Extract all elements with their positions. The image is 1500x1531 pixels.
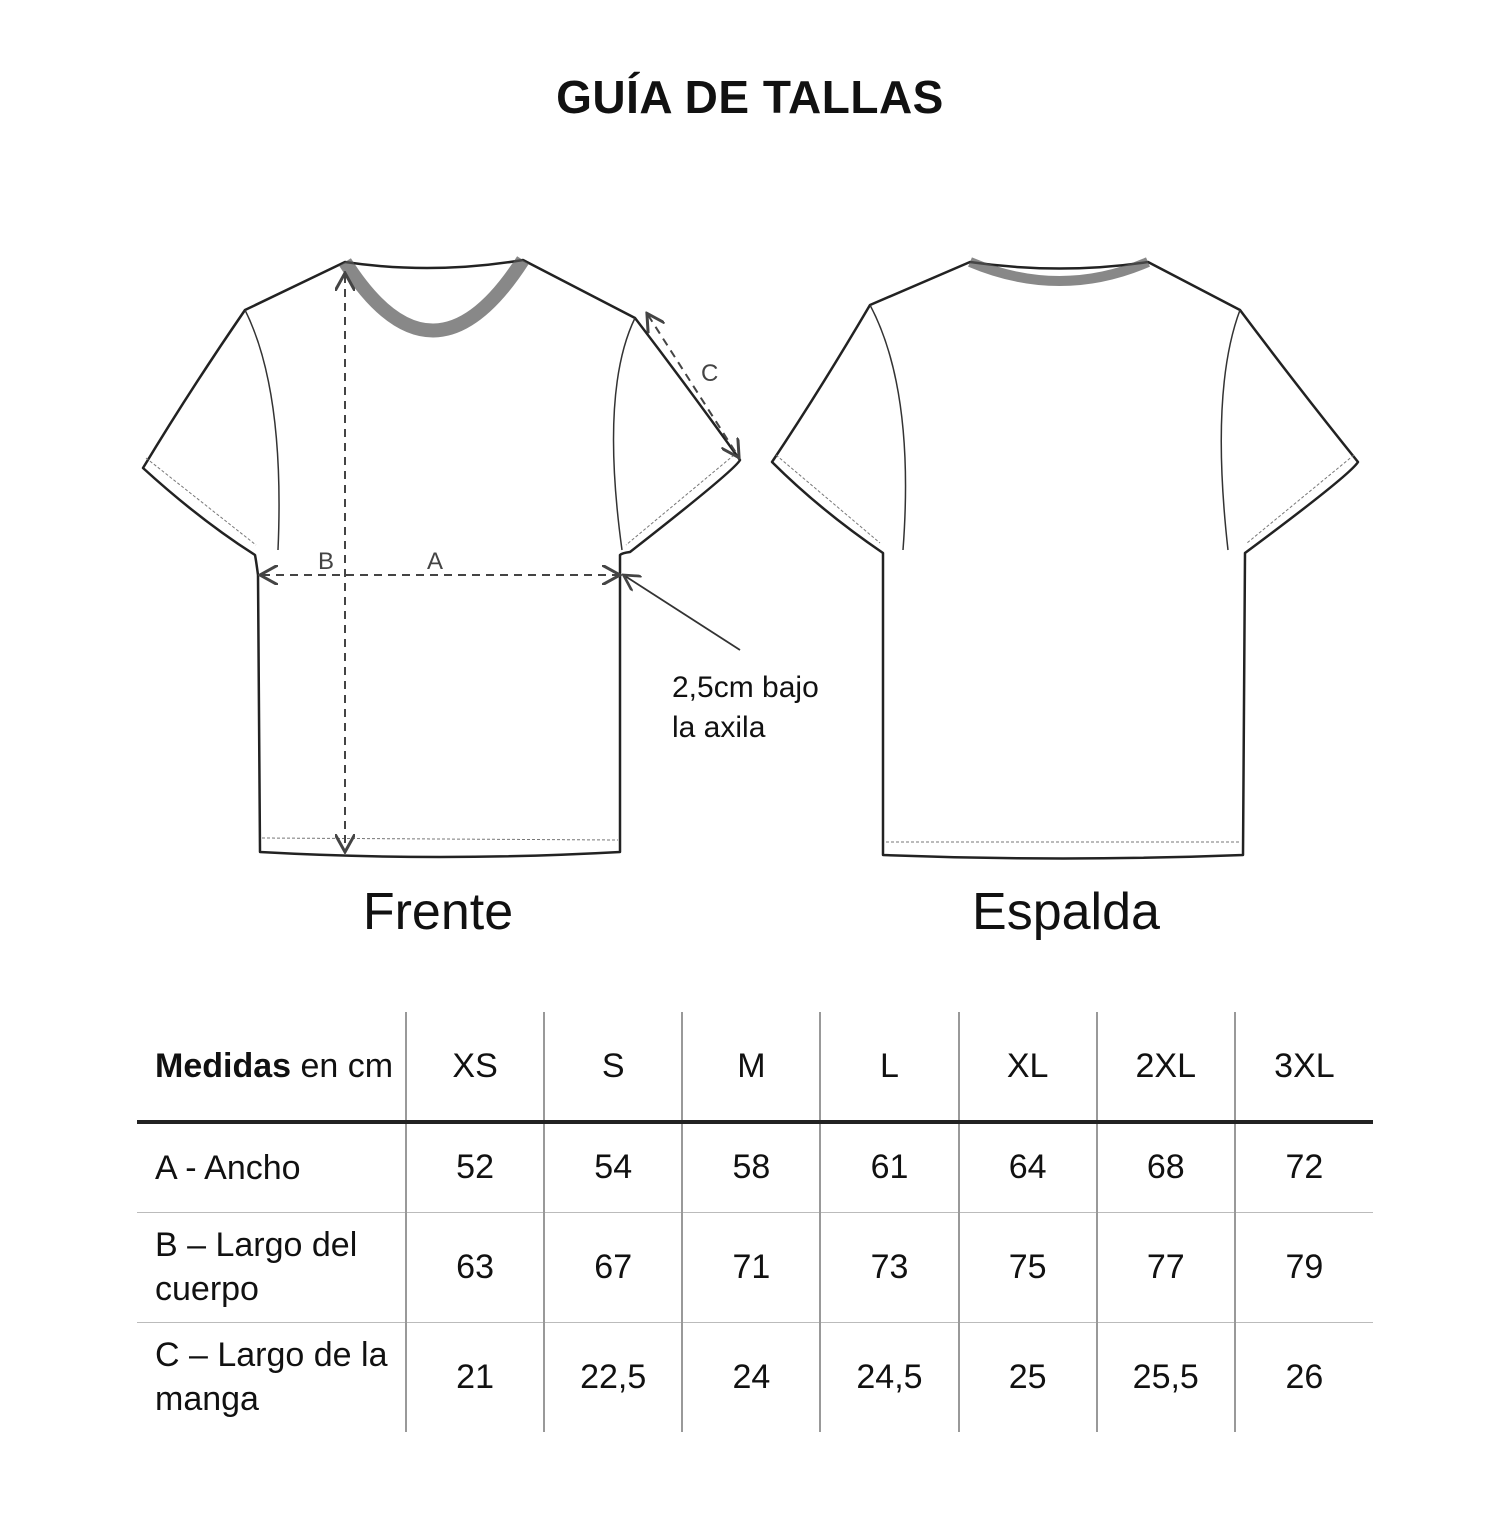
cell: 25,5 (1097, 1322, 1235, 1432)
row-label: B – Largo del cuerpo (137, 1212, 406, 1322)
cell: 73 (820, 1212, 958, 1322)
size-header: S (544, 1012, 682, 1122)
size-table (137, 1012, 1373, 1432)
armpit-pointer (625, 576, 740, 650)
cell: 67 (544, 1212, 682, 1322)
dimension-label-c: C (701, 360, 719, 387)
back-tshirt (772, 262, 1358, 859)
cell: 64 (959, 1122, 1097, 1212)
dimension-label-a: A (427, 548, 444, 575)
size-header: XL (959, 1012, 1097, 1122)
page-title: GUÍA DE TALLAS (556, 71, 944, 123)
cell: 22,5 (544, 1322, 682, 1432)
size-header: 3XL (1235, 1012, 1373, 1122)
table-row (137, 1122, 1373, 1212)
header-rest: en cm (291, 1047, 394, 1085)
cell: 54 (544, 1122, 682, 1212)
dimension-label-b: B (318, 548, 335, 575)
front-view-label: Frente (362, 883, 514, 941)
cell: 58 (682, 1122, 820, 1212)
header-measurements (137, 1012, 406, 1122)
armpit-note-line1: 2,5cm bajo (672, 671, 819, 704)
header-bold: Medidas (155, 1047, 292, 1085)
size-header: L (820, 1012, 958, 1122)
cell: 24,5 (820, 1322, 958, 1432)
table-header-row (137, 1012, 1373, 1122)
cell: 68 (1097, 1122, 1235, 1212)
armpit-note (672, 668, 819, 748)
cell: 77 (1097, 1212, 1235, 1322)
row-label: A - Ancho (155, 1148, 301, 1187)
cell: 72 (1235, 1122, 1373, 1212)
cell: 52 (406, 1122, 544, 1212)
cell: 61 (820, 1122, 958, 1212)
size-header: XS (406, 1012, 544, 1122)
cell: 75 (959, 1212, 1097, 1322)
armpit-note-line2: la axila (672, 711, 766, 744)
cell: 21 (406, 1322, 544, 1432)
cell: 79 (1235, 1212, 1373, 1322)
table-row (137, 1212, 1373, 1322)
cell: 63 (406, 1212, 544, 1322)
cell: 25 (959, 1322, 1097, 1432)
table-row (137, 1322, 1373, 1432)
size-header: M (682, 1012, 820, 1122)
cell: 26 (1235, 1322, 1373, 1432)
row-label: C – Largo de la manga (137, 1322, 406, 1432)
back-view-label: Espalda (972, 883, 1160, 941)
size-header: 2XL (1097, 1012, 1235, 1122)
cell: 24 (682, 1322, 820, 1432)
cell: 71 (682, 1212, 820, 1322)
